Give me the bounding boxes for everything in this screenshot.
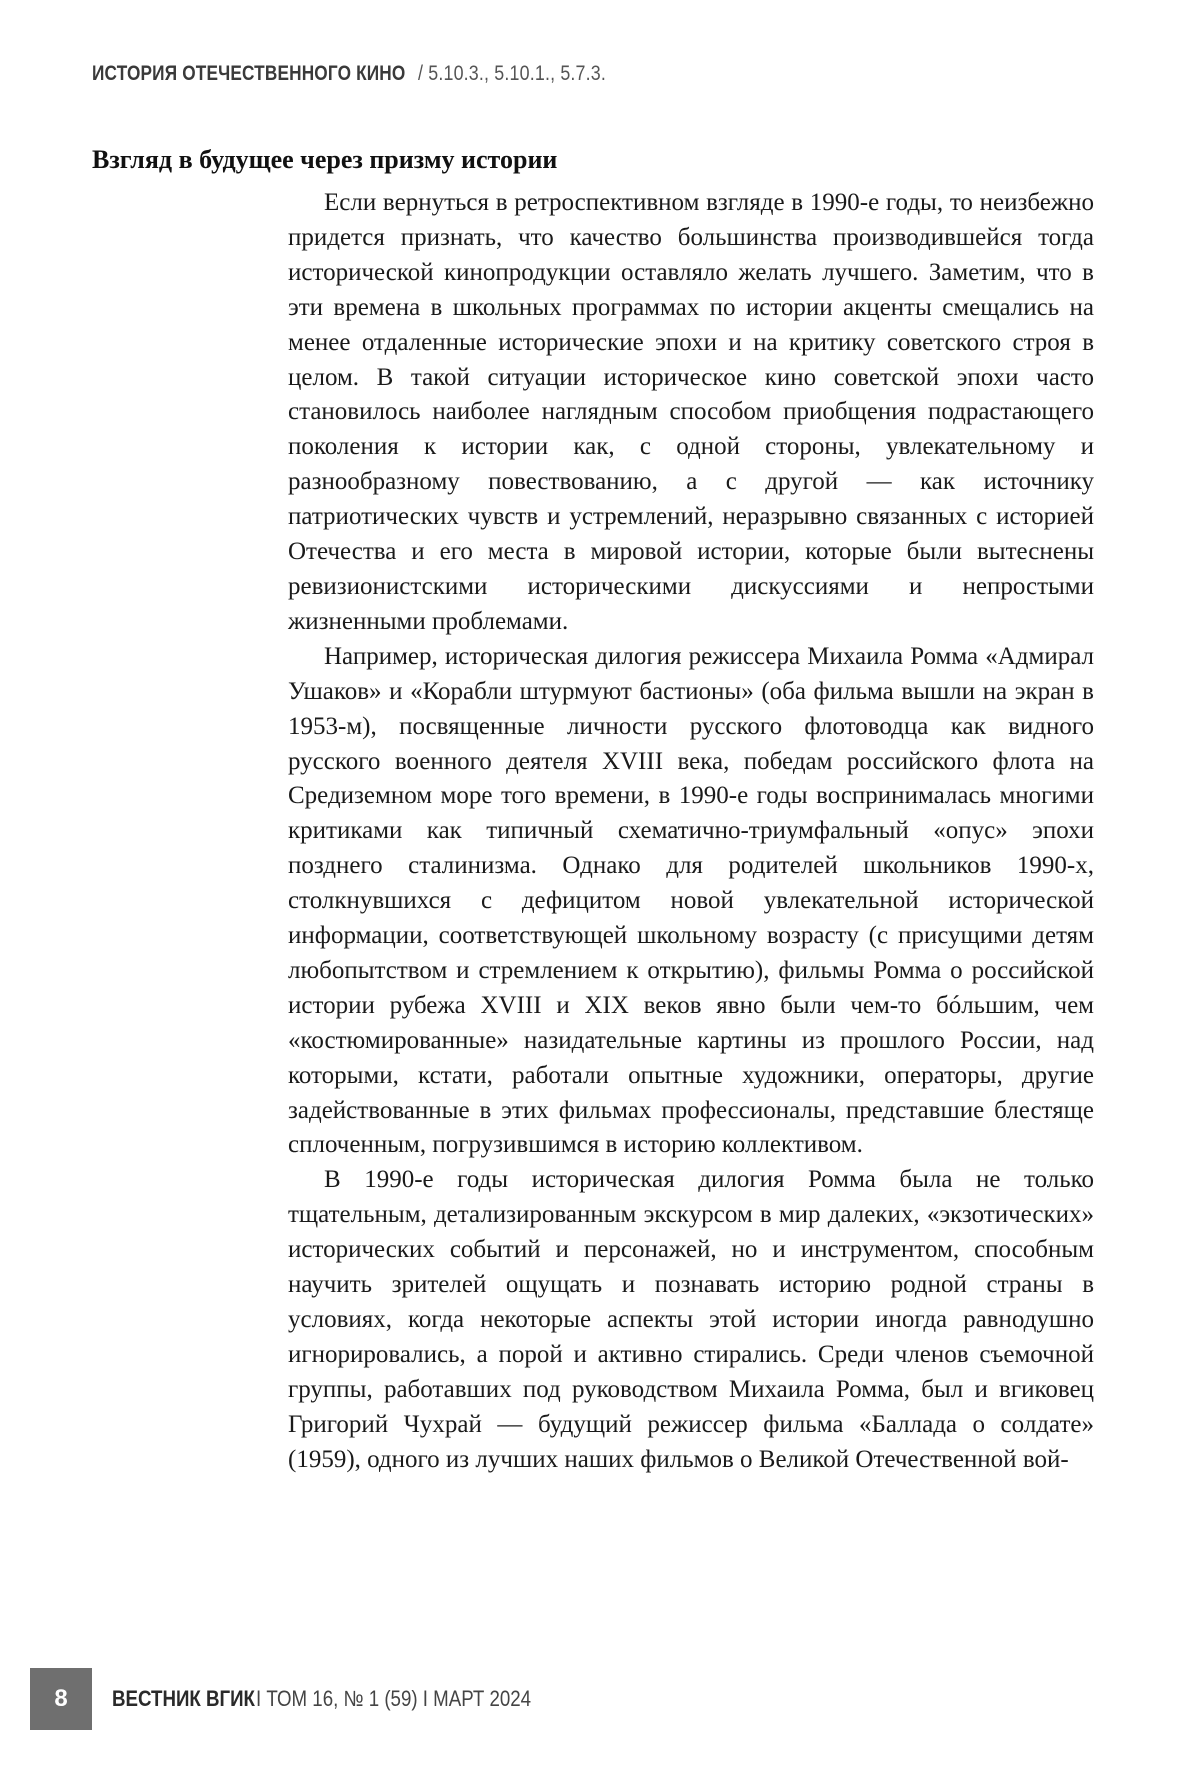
page-number: 8 [30, 1668, 92, 1730]
paragraph: Например, историческая дилогия режиссера Михаила Ромма «Адмирал Ушаков» и «Корабли штурмуют бастионы» (оба фильма вышли на экран в 1953-м), посвященные личности русского флотоводца как видного русского военного деятеля XVIII века, победам российского флота на Средиземном море того времени, в 1990-е годы воспринималась многими критиками как типичный схематично-триумфальный «опус» эпохи позднего сталинизма. Однако для родителей школьников 1990-х, столкнувшихся с дефицитом новой увлекательной исторической информации, соответствующей школьному возрасту (с присущими детям любопытством и стремлением к открытию), фильмы Ромма о российской истории рубежа XVIII и XIX веков явно были чем-то бóльшим, чем «костюмированные» назидательные картины из прошлого России, над которыми, кстати, работали опытные художники, операторы, другие задействованные в этих фильмах профессионалы, представшие блестяще сплоченным, погрузившимся в историю коллективом. [288, 640, 1094, 1164]
running-head [92, 62, 639, 86]
paragraph: Если вернуться в ретроспективном взгляде в 1990-е годы, то неизбежно придется признать, что качество большинства производившейся тогда исторической кинопродукции оставляло желать лучшего. Заметим, что в эти времена в школьных программах по истории акценты смещались на менее отдаленные исторические эпохи и на критику советского строя в целом. В такой ситуации историческое кино советской эпохи часто становилось наиболее наглядным способом приобщения подрастающего поколения к истории как, с одной стороны, увлекательному и разнообразному повествованию, а с другой — как источнику патриотических чувств и устремлений, неразрывно связанных с историей Отечества и его места в мировой истории, которые были вытеснены ревизионистскими историческими дискуссиями и непростыми жизненными проблемами. [288, 186, 1094, 640]
footer-journal-name: ВЕСТНИК ВГИК [112, 1686, 255, 1712]
article-body [288, 186, 1094, 1478]
footer-journal-line [112, 1686, 580, 1712]
footer-issue-info: I ТОМ 16, № 1 (59) I МАРТ 2024 [256, 1686, 531, 1712]
paragraph: В 1990-е годы историческая дилогия Ромма была не только тщательным, детализированным экскурсом в мир далеких, «экзотических» исторических событий и персонажей, но и инструментом, способным научить зрителей ощущать и познавать историю родной страны в условиях, когда некоторые аспекты этой истории иногда равнодушно игнорировались, а порой и активно стирались. Среди членов съемочной группы, работавших под руководством Михаила Ромма, был и вгиковец Григорий Чухрай — будущий режиссер фильма «Баллада о солдате» (1959), одного из лучших наших фильмов о Великой Отечественной вой- [288, 1163, 1094, 1477]
running-head-title: ИСТОРИЯ ОТЕЧЕСТВЕННОГО КИНО [92, 62, 405, 86]
running-head-codes: / 5.10.3., 5.10.1., 5.7.3. [418, 62, 606, 86]
section-title: Взгляд в будущее через призму истории [92, 145, 557, 175]
